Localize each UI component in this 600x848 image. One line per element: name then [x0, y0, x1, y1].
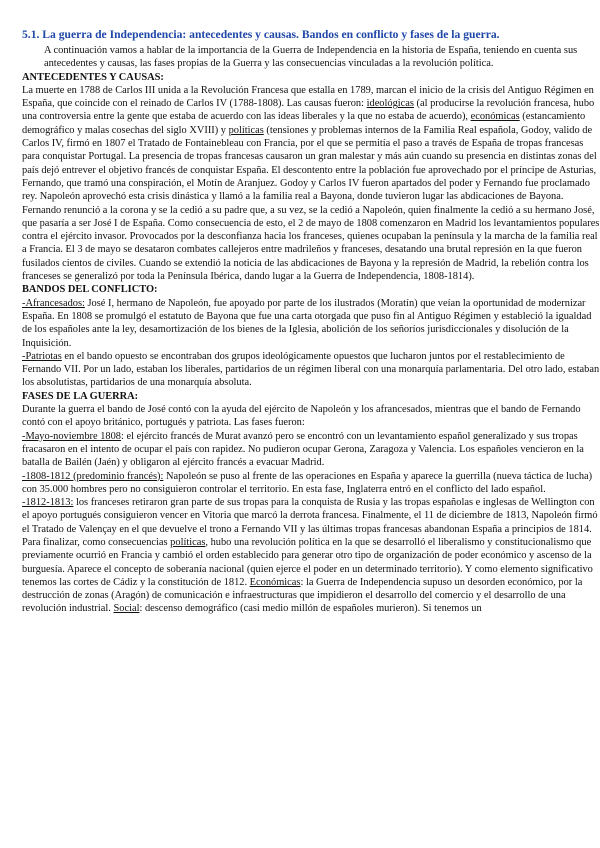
- text-antecedentes-start: La muerte en 1788 de Carlos III unida a la Revolución Francesa que estalla en 1789, marcan el inicio de la crisis del Antiguo Régimen en España, que coincide con el reinado de Carlos IV (1788-1808). Las causas fueron:: [22, 84, 594, 110]
- text-cons-economicas: : la Guerra de Independencia supuso un desorden económico, por la destrucción de zonas (Aragón) de comunicación e infraestructuras que impidieron el desarrollo del comercio y el desarrollo de una revolución industrial.: [22, 576, 583, 615]
- term-economicas: económicas: [470, 111, 520, 123]
- term-afrancesados: -Afrancesados:: [22, 297, 85, 309]
- heading-bandos: BANDOS DEL CONFLICTO:: [22, 284, 158, 296]
- term-ideologicas: ideológicas: [366, 98, 414, 110]
- paragraph-fase-3: [22, 496, 600, 536]
- text-politicas: (tensiones y problemas internos de la Familia Real española, Godoy, valido de Carlos IV, firmó en 1807 el Tratado de Fontainebleau con Francia, por el que se permitía el paso a través de España de tropas francesas para conquistar Portugal. La presencia de tropas francesas causaron un gran malestar y más aún cuando su presencia en distintas zonas del país dejó entrever el objetivo francés de conquistar España. El descontento entre la población fue aprovechado por el príncipe de Asturias, Fernando, que tramó una conspiración, el Motín de Aranjuez. Godoy y Carlos IV fueron apartados del poder y Fernando fue proclamado rey. Napoleón aprovechó esta crisis dinástica y llamó a la familia real a Bayona, donde tuvieron lugar las abdicaciones de Bayona. Fernando renunció a la corona y se la cedió a su padre que, a su vez, se la cedió a Napoleón, quien finalmente la cedió a su hermano José, que pasaría a ser José I de España. Como consecuencia de esto, el 2 de mayo de 1808 comenzaron en Madrid los levantamientos populares contra el ejército invasor. Provocados por la desconfianza hacia los franceses, quienes ocupaban la península y la marcha de la familia real a Francia. El 3 de mayo se desataron combates callejeros entre madrileños y franceses, desatando una brutal represión en la que fueron fusilados cientos de civiles. Cuando se extendió la noticia de las abdicaciones de Bayona y la represión de Madrid, la rebelión contra los franceses se generalizó por toda la Península Ibérica, dando lugar a la Guerra de Independencia, 1808-1814).: [22, 124, 600, 283]
- paragraph-patriotas: [22, 350, 600, 390]
- paragraph-fase-1: [22, 430, 600, 470]
- text-afrancesados: José I, hermano de Napoleón, fue apoyado por parte de los ilustrados (Moratín) que veían la oportunidad de modernizar España. En 1808 se promulgó el estatuto de Bayona que fue una carta otorgada que puso fin al Antiguo Régimen y estableció la igualdad de los españoles ante la ley, desamortización de los bienes de la Iglesia, abolición de los señoríos jurisdiccionales y disolución de la Inquisición.: [22, 297, 592, 349]
- text-cons-politicas: , hubo una revolución política en la que se desarrolló el liberalismo y constitucionalismo que previamente ocurrió en Francia y cambió el orden establecido para generar otro tipo de organización de poder económico y ascenso de la burguesía. Aparece el concepto de soberanía nacional (quien ejerce el poder en un determinado territorio). Y como elemento significativo tenemos las cortes de Cádiz y la constitución de 1812.: [22, 536, 593, 588]
- text-consecuencias-start: Para finalizar, como consecuencias: [22, 536, 171, 548]
- term-fase-3: -1812-1813:: [22, 497, 74, 509]
- term-politicas: políticas: [228, 124, 264, 136]
- term-patriotas: -Patriotas: [22, 350, 62, 362]
- intro-paragraph: A continuación vamos a hablar de la importancia de la Guerra de Independencia en la historia de España, teniendo en cuenta sus antecedentes y causas, las fases propias de la Guerra y las consecuencias vinculadas a la revolución política.: [44, 45, 578, 70]
- paragraph-consecuencias: [22, 536, 600, 616]
- text-fase-2: Napoleón se puso al frente de las operaciones en España y aparece la guerrilla (nueva táctica de lucha) con 35.000 hombres pero no consiguieron controlar el territorio. En esta fase, Inglaterra entró en el conflicto del lado español.: [22, 470, 593, 495]
- paragraph-antecedentes: [22, 84, 600, 283]
- heading-fases: FASES DE LA GUERRA:: [22, 390, 139, 402]
- document-title: 5.1. La guerra de Independencia: antecedentes y causas. Bandos en conflicto y fases de la guerra.: [22, 28, 500, 41]
- term-cons-politicas: políticas: [170, 536, 206, 548]
- term-cons-economicas: Económicas: [249, 576, 301, 588]
- paragraph-fases-intro: Durante la guerra el bando de José contó con la ayuda del ejército de Napoleón y los afrancesados, mientras que el bando de Fernando contó con el apoyo británico, portugués y patriota. Las fases fueron:: [22, 404, 581, 429]
- term-fase-1: -Mayo-noviembre 1808: [22, 430, 121, 442]
- term-fase-2: -1808-1812 (predominio francés):: [22, 470, 164, 482]
- text-economicas: (estancamiento demográfico y malas cosechas del siglo XVIII) y: [22, 111, 586, 136]
- heading-antecedentes: ANTECEDENTES Y CAUSAS:: [22, 71, 164, 83]
- text-fase-1: : el ejército francés de Murat avanzó pero se encontró con un levantamiento español generalizado y sus tropas fracasaron en el intento de ocupar el país con rapidez. No pudieron ocupar Gerona, Zaragoza y Valencia. Los españoles vencieron en la batalla de Bailén (Jaén) y obligaron al ejército francés a evacuar Madrid.: [22, 430, 584, 469]
- paragraph-fase-2: [22, 470, 600, 497]
- text-patriotas: en el bando opuesto se encontraban dos grupos ideológicamente opuestos que lucharon juntos por el restablecimiento de Fernando VII. Por un lado, estaban los liberales, partidarios de un régimen liberal con una monarquía parlamentaria. Del otro lado, estaban los absolutistas, partidarios de una monarquía absoluta.: [22, 350, 600, 389]
- text-fase-3: los franceses retiraron gran parte de sus tropas para la conquista de Rusia y las tropas españolas e inglesas de Wellington con el apoyo portugués consiguieron vencer en Vitoria que marcó la derrota francesa. Finalmente, el 11 de diciembre de 1813, Napoleón firmó el Tratado de Valençay en el que devuelve el trono a Fernando VII y las últimas tropas francesas abandonan España a principios de 1814.: [22, 497, 598, 535]
- text-ideologicas: (al producirse la revolución francesa, hubo una controversia entre la gente que estaba de acuerdo con las ideas liberales y la que no estaba de acuerdo),: [22, 98, 595, 123]
- paragraph-afrancesados: [22, 297, 600, 350]
- term-cons-social: Social: [113, 603, 140, 615]
- text-cons-social: : descenso demográfico (casi medio millón de españoles murieron). Si tenemos un: [139, 603, 482, 615]
